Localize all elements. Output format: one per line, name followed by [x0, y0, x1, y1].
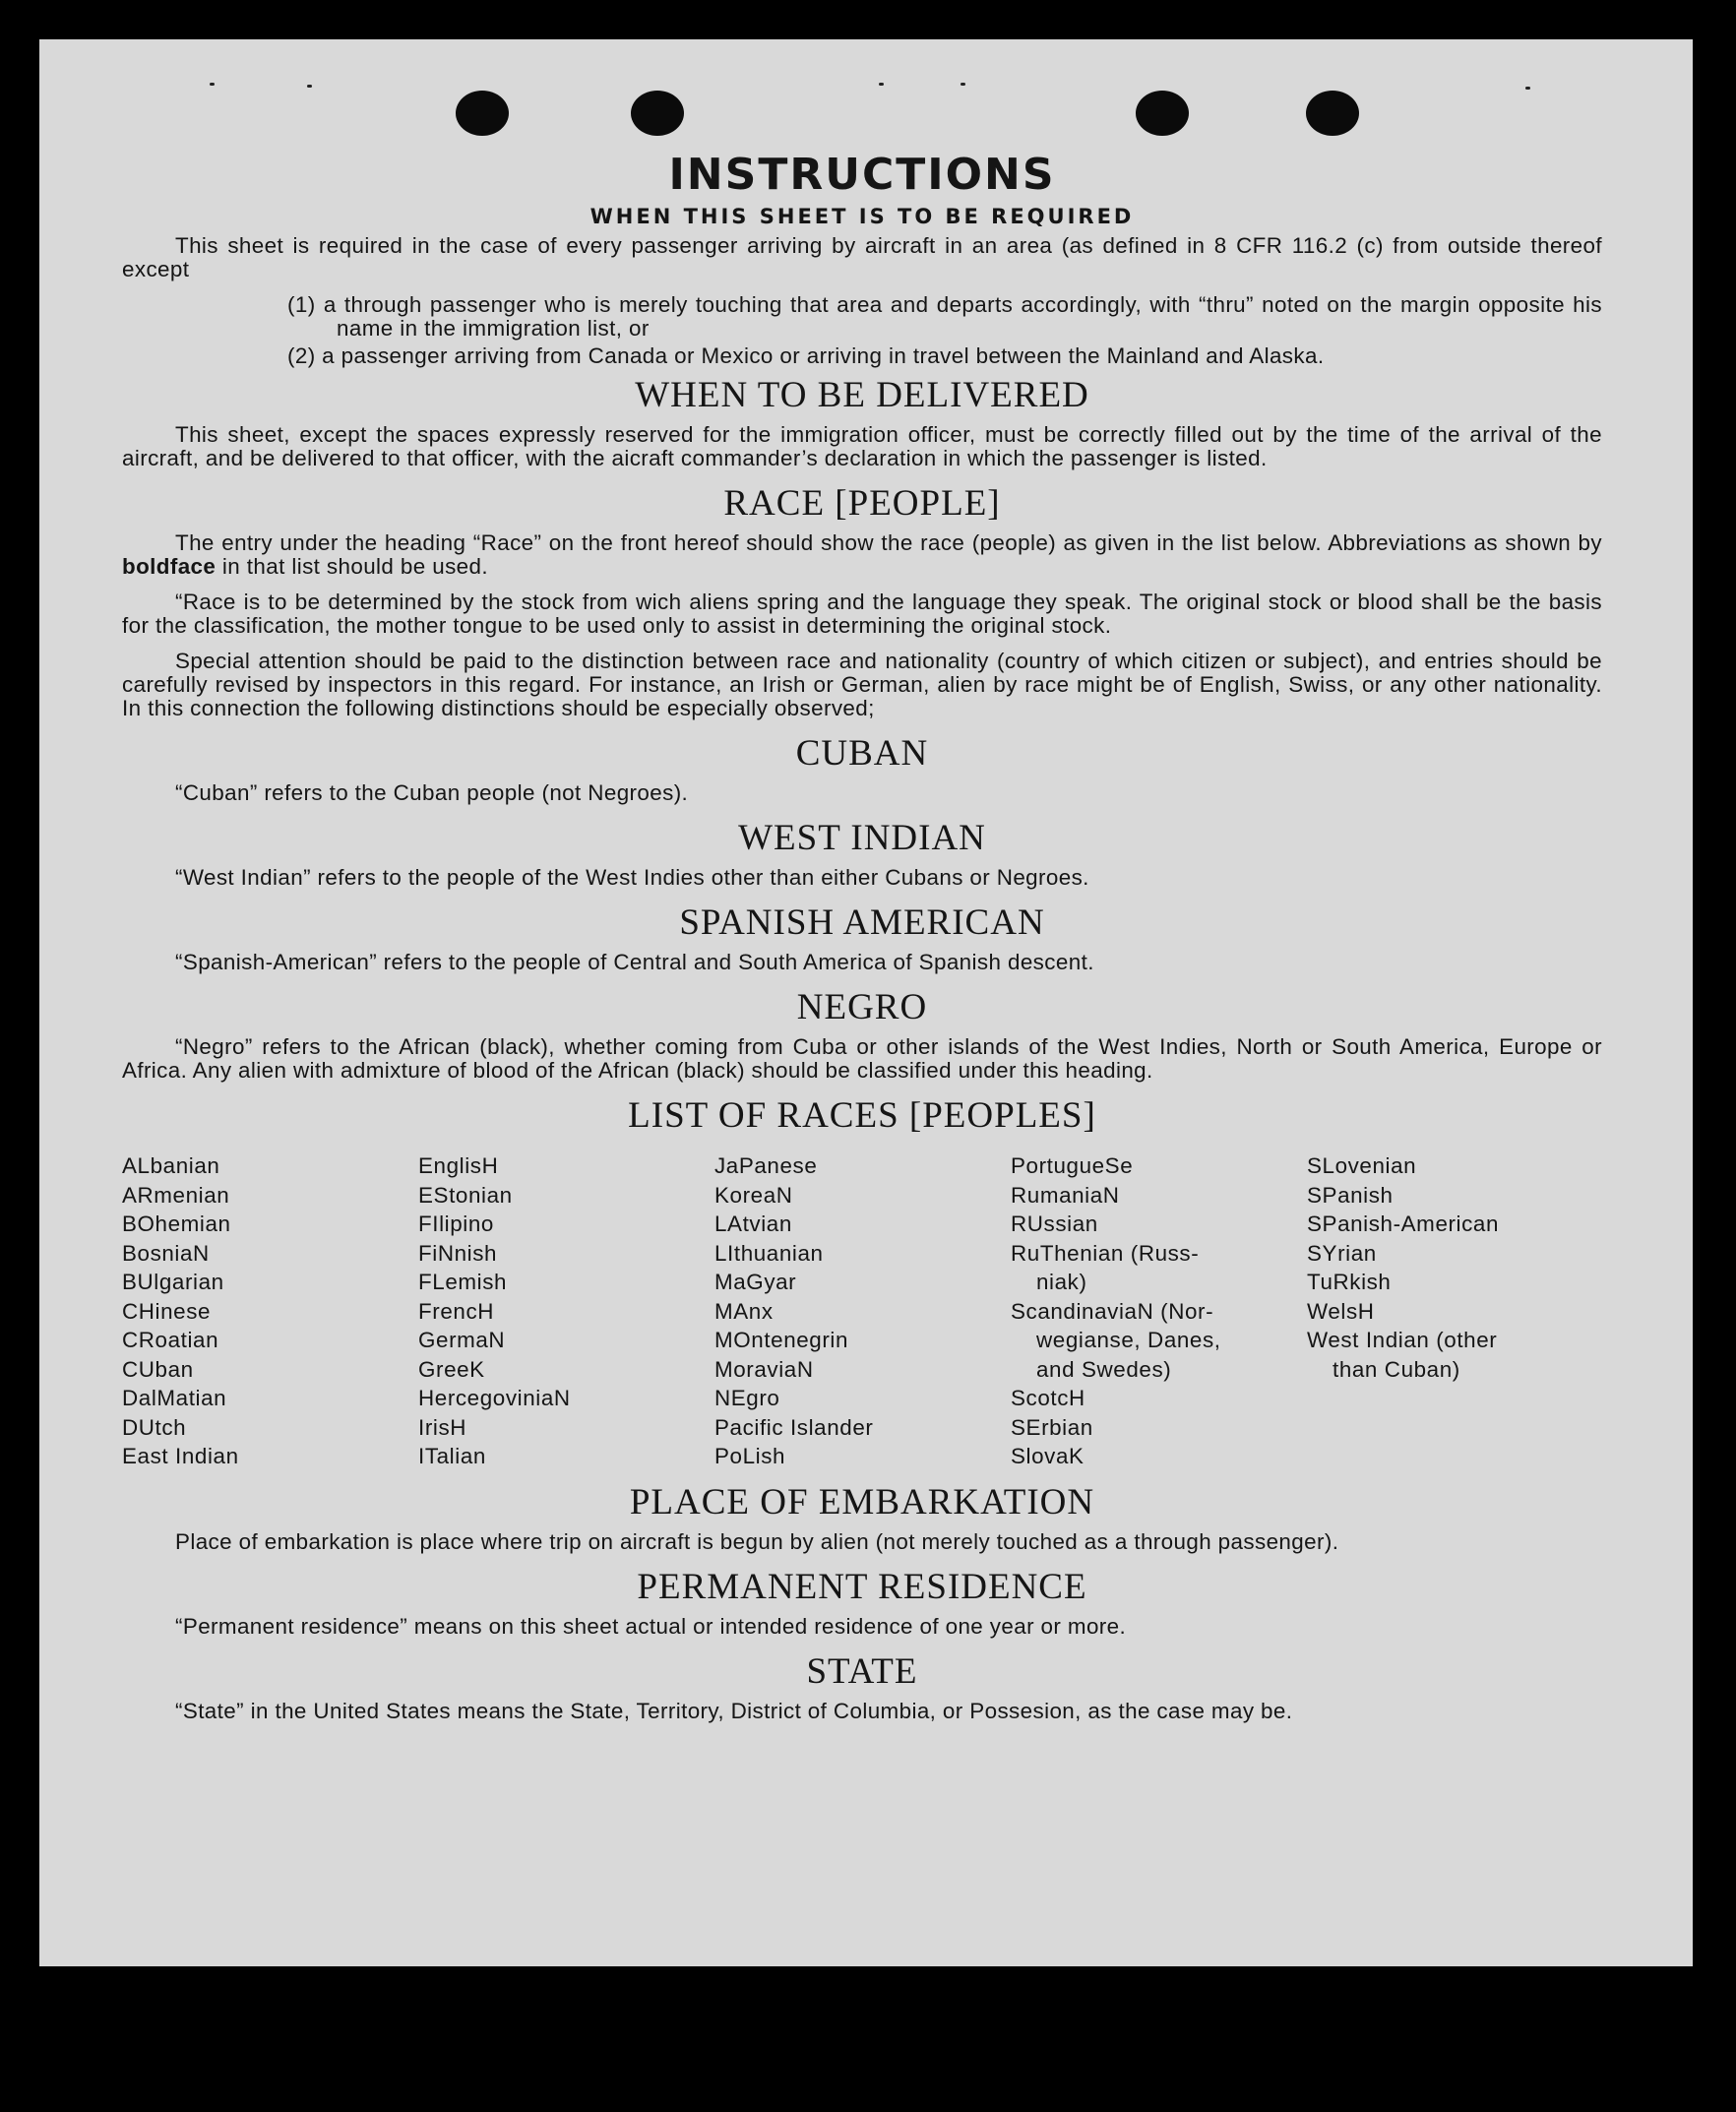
- race-entry: Pacific Islander: [714, 1414, 874, 1440]
- race-paragraph: The entry under the heading “Race” on the front hereof should show the race (people) as given in the list below. Abbreviations as shown by boldface in that list should be used.: [122, 530, 1602, 579]
- punch-hole: [1136, 91, 1189, 136]
- races-column: [122, 1151, 417, 1471]
- race-entry: FiNnish: [418, 1240, 498, 1266]
- section-heading-negro: NEGRO: [796, 987, 928, 1027]
- race-entry: SLovenian: [1307, 1153, 1417, 1178]
- ink-speck: [1525, 87, 1530, 90]
- section-heading-spanish-american: SPANISH AMERICAN: [679, 902, 1045, 943]
- section-heading-embarkation: PLACE OF EMBARKATION: [629, 1481, 1095, 1522]
- race-entry: NEgro: [714, 1386, 780, 1410]
- race-entry: SlovaK: [1011, 1444, 1085, 1468]
- race-entry: JaPanese: [714, 1153, 818, 1178]
- spanish-american-paragraph: “Spanish-American” refers to the people of Central and South America of Spanish descent.: [175, 950, 1094, 974]
- race-entry: DUtch: [122, 1414, 187, 1440]
- races-column: [1011, 1151, 1306, 1471]
- race-entry: SYrian: [1307, 1240, 1377, 1266]
- race-entry: DalMatian: [122, 1386, 227, 1410]
- west-indian-paragraph: “West Indian” refers to the people of the West Indies other than either Cubans or Negroes.: [175, 865, 1089, 890]
- race-entry: MAnx: [714, 1298, 774, 1324]
- race-entry: wegianse, Danes,: [1036, 1328, 1221, 1352]
- exception-item: (1) a through passenger who is merely touching that area and departs accordingly, with “thru” noted on the margin opposite his name in the immigration list, or: [287, 292, 1602, 341]
- race-entry: MoraviaN: [714, 1356, 814, 1382]
- race-entry: SPanish: [1307, 1182, 1394, 1208]
- ink-speck: [210, 83, 215, 86]
- race-entry: CHinese: [122, 1298, 212, 1324]
- race-entry: and Swedes): [1036, 1356, 1172, 1382]
- punch-hole: [631, 91, 684, 136]
- race-entry: ITalian: [418, 1444, 486, 1468]
- race-entry: MaGyar: [714, 1270, 797, 1294]
- ink-speck: [961, 83, 965, 86]
- race-entry: niak): [1036, 1270, 1087, 1294]
- race-entry: WelsH: [1307, 1298, 1375, 1324]
- boldface-word: boldface: [122, 554, 217, 579]
- races-column: [1307, 1151, 1602, 1471]
- residence-paragraph: “Permanent residence” means on this sheet actual or intended residence of one year or more.: [175, 1613, 1127, 1639]
- race-entry: TuRkish: [1307, 1270, 1392, 1294]
- race-entry: West Indian (other: [1307, 1328, 1498, 1352]
- race-entry: RUssian: [1011, 1211, 1098, 1236]
- section-heading-delivered: WHEN TO BE DELIVERED: [635, 375, 1089, 415]
- race-entry: CRoatian: [122, 1328, 219, 1352]
- race-entry: LIthuanian: [714, 1240, 824, 1266]
- race-entry: PortugueSe: [1011, 1153, 1134, 1178]
- race-entry: SPanish-American: [1307, 1211, 1500, 1236]
- section-heading-west-indian: WEST INDIAN: [738, 818, 986, 858]
- race-entry: ARmenian: [122, 1182, 230, 1208]
- page-title: INSTRUCTIONS: [668, 150, 1056, 200]
- cuban-paragraph: “Cuban” refers to the Cuban people (not Negroes).: [175, 780, 689, 805]
- race-entry: FrencH: [418, 1298, 495, 1324]
- race-entry: HercegoviniaN: [418, 1386, 571, 1410]
- race-entry: East Indian: [122, 1444, 239, 1468]
- page-subtitle: WHEN THIS SHEET IS TO BE REQUIRED: [589, 205, 1135, 228]
- race-entry: ALbanian: [122, 1153, 220, 1178]
- race-entry: LAtvian: [714, 1211, 792, 1236]
- punch-hole: [1306, 91, 1359, 136]
- race-entry: ScotcH: [1011, 1386, 1085, 1410]
- embarkation-paragraph: Place of embarkation is place where trip on aircraft is begun by alien (not merely touched as a through passenger).: [175, 1528, 1339, 1554]
- punch-hole: [456, 91, 509, 136]
- ink-speck: [879, 83, 884, 86]
- exception-item: (2) a passenger arriving from Canada or Mexico or arriving in travel between the Mainland and Alaska.: [287, 343, 1325, 368]
- race-entry: EnglisH: [418, 1153, 499, 1178]
- section-heading-list: LIST OF RACES [PEOPLES]: [628, 1095, 1096, 1136]
- race-entry: BosniaN: [122, 1240, 210, 1266]
- race-entry: KoreaN: [714, 1182, 793, 1208]
- section-heading-race: RACE [PEOPLE]: [723, 483, 1001, 524]
- race-paragraph: Special attention should be paid to the distinction between race and nationality (country of which citizen or subject), and entries should be carefully revised by inspectors in this regard. For instance, an Irish or German, alien by race might be of English, Swiss, or any other nationality. In this connection the following distinctions should be especially observed;: [122, 649, 1602, 720]
- race-entry: FIlipino: [418, 1211, 494, 1236]
- race-entry: PoLish: [714, 1444, 786, 1468]
- race-entry: ScandinaviaN (Nor-: [1011, 1298, 1214, 1324]
- race-entry: than Cuban): [1333, 1356, 1460, 1382]
- race-entry: BUlgarian: [122, 1270, 224, 1294]
- race-entry: FLemish: [418, 1270, 508, 1294]
- instructions-content: [122, 148, 1602, 1735]
- race-entry: MOntenegrin: [714, 1328, 849, 1352]
- intro-paragraph: This sheet is required in the case of every passenger arriving by aircraft in an area (as defined in 8 CFR 116.2 (c) from outside thereof except: [122, 233, 1602, 281]
- race-entry: CUban: [122, 1356, 194, 1382]
- race-entry: SErbian: [1011, 1414, 1093, 1440]
- race-entry: IrisH: [418, 1414, 467, 1440]
- races-column: [714, 1151, 1010, 1471]
- delivered-paragraph: This sheet, except the spaces expressly reserved for the immigration officer, must be correctly filled out by the time of the arrival of the aircraft, and be delivered to that officer, with the aicraft commander’s declaration in which the passenger is listed.: [122, 422, 1602, 470]
- race-entry: BOhemian: [122, 1211, 231, 1236]
- race-entry: RuThenian (Russ-: [1011, 1240, 1200, 1266]
- race-entry: GermaN: [418, 1328, 506, 1352]
- state-paragraph: “State” in the United States means the State, Territory, District of Columbia, or Possesion, as the case may be.: [175, 1698, 1293, 1723]
- section-heading-cuban: CUBAN: [795, 733, 929, 774]
- race-entry: EStonian: [418, 1182, 513, 1208]
- negro-paragraph: “Negro” refers to the African (black), whether coming from Cuba or other islands of the West Indies, North or South America, Europe or Africa. Any alien with admixture of blood of the African (black) should be classified under this heading.: [122, 1034, 1602, 1083]
- ink-speck: [307, 85, 312, 88]
- section-heading-residence: PERMANENT RESIDENCE: [637, 1566, 1087, 1607]
- section-heading-state: STATE: [806, 1650, 918, 1692]
- race-entry: RumaniaN: [1011, 1182, 1120, 1208]
- race-entry: GreeK: [418, 1356, 485, 1382]
- race-paragraph: “Race is to be determined by the stock from wich aliens spring and the language they speak. The original stock or blood shall be the basis for the classification, the mother tongue to be used only to assist in determining the original stock.: [122, 590, 1602, 638]
- document-sheet: [39, 39, 1693, 1966]
- races-list: [122, 1151, 1602, 1471]
- races-column: [418, 1151, 713, 1471]
